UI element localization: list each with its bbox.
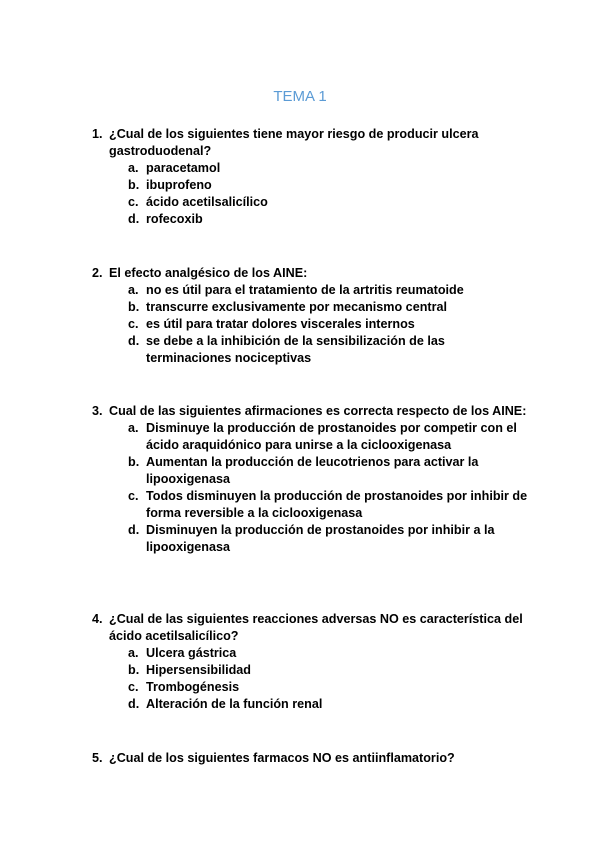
option-c: [128, 316, 532, 333]
option-text: Disminuye la producción de prostanoides por competir con el ácido araquidónico para unirse a la ciclooxigenasa: [146, 421, 517, 452]
question-3: [92, 403, 532, 556]
option-d: [128, 696, 532, 713]
option-text: se debe a la inhibición de la sensibilización de las terminaciones nociceptivas: [146, 334, 445, 365]
option-text: Trombogénesis: [146, 680, 240, 694]
question-text: Cual de las siguientes afirmaciones es correcta respecto de los AINE:: [109, 404, 527, 418]
question-text: ¿Cual de los siguientes farmacos NO es antiinflamatorio?: [109, 751, 455, 765]
option-letter: c.: [128, 317, 139, 331]
option-letter: a.: [128, 421, 139, 435]
option-letter: a.: [128, 161, 139, 175]
option-letter: c.: [128, 489, 139, 503]
option-text: paracetamol: [146, 161, 221, 175]
option-text: Aumentan la producción de leucotrienos para activar la lipooxigenasa: [146, 455, 479, 486]
option-text: ácido acetilsalicílico: [146, 195, 268, 209]
option-letter: c.: [128, 195, 139, 209]
option-c: [128, 194, 532, 211]
question-text: El efecto analgésico de los AINE:: [109, 266, 308, 280]
option-text: Ulcera gástrica: [146, 646, 237, 660]
option-text: no es útil para el tratamiento de la artritis reumatoide: [146, 283, 464, 297]
option-a: [128, 282, 532, 299]
option-b: [128, 177, 532, 194]
page-title: TEMA 1: [273, 88, 327, 105]
option-text: transcurre exclusivamente por mecanismo central: [146, 300, 447, 314]
option-list: [92, 645, 532, 713]
option-text: Disminuyen la producción de prostanoides por inhibir a la lipooxigenasa: [146, 523, 495, 554]
option-letter: b.: [128, 300, 140, 314]
question-text: ¿Cual de las siguientes reacciones adversas NO es característica del ácido acetilsalicílico?: [109, 612, 523, 643]
option-c: [128, 679, 532, 696]
question-number: 5.: [92, 751, 103, 765]
option-list: [92, 282, 532, 367]
option-letter: d.: [128, 334, 140, 348]
option-b: [128, 662, 532, 679]
question-5: [92, 750, 532, 767]
option-letter: a.: [128, 283, 139, 297]
question-1: [92, 126, 532, 228]
question-number: 4.: [92, 612, 103, 626]
option-text: Hipersensibilidad: [146, 663, 251, 677]
option-letter: d.: [128, 212, 140, 226]
option-list: [92, 160, 532, 228]
option-text: Todos disminuyen la producción de prostanoides por inhibir de forma reversible a la ciclooxigenasa: [146, 489, 528, 520]
option-letter: c.: [128, 680, 139, 694]
option-list: [92, 420, 532, 556]
question-number: 2.: [92, 266, 103, 280]
option-a: [128, 160, 532, 177]
question-number: 1.: [92, 127, 103, 141]
option-letter: b.: [128, 178, 140, 192]
option-d: [128, 211, 532, 228]
option-letter: a.: [128, 646, 139, 660]
option-b: [128, 454, 532, 488]
option-text: ibuprofeno: [146, 178, 212, 192]
question-4: [92, 611, 532, 713]
option-text: es útil para tratar dolores viscerales internos: [146, 317, 415, 331]
question-text: ¿Cual de los siguientes tiene mayor riesgo de producir ulcera gastroduodenal?: [109, 127, 479, 158]
option-letter: b.: [128, 455, 140, 469]
option-text: rofecoxib: [146, 212, 203, 226]
question-2: [92, 265, 532, 367]
option-text: Alteración de la función renal: [146, 697, 323, 711]
question-number: 3.: [92, 404, 103, 418]
option-c: [128, 488, 532, 522]
option-b: [128, 299, 532, 316]
option-a: [128, 645, 532, 662]
option-a: [128, 420, 532, 454]
option-letter: d.: [128, 697, 140, 711]
option-letter: b.: [128, 663, 140, 677]
option-d: [128, 522, 532, 556]
option-d: [128, 333, 532, 367]
option-letter: d.: [128, 523, 140, 537]
